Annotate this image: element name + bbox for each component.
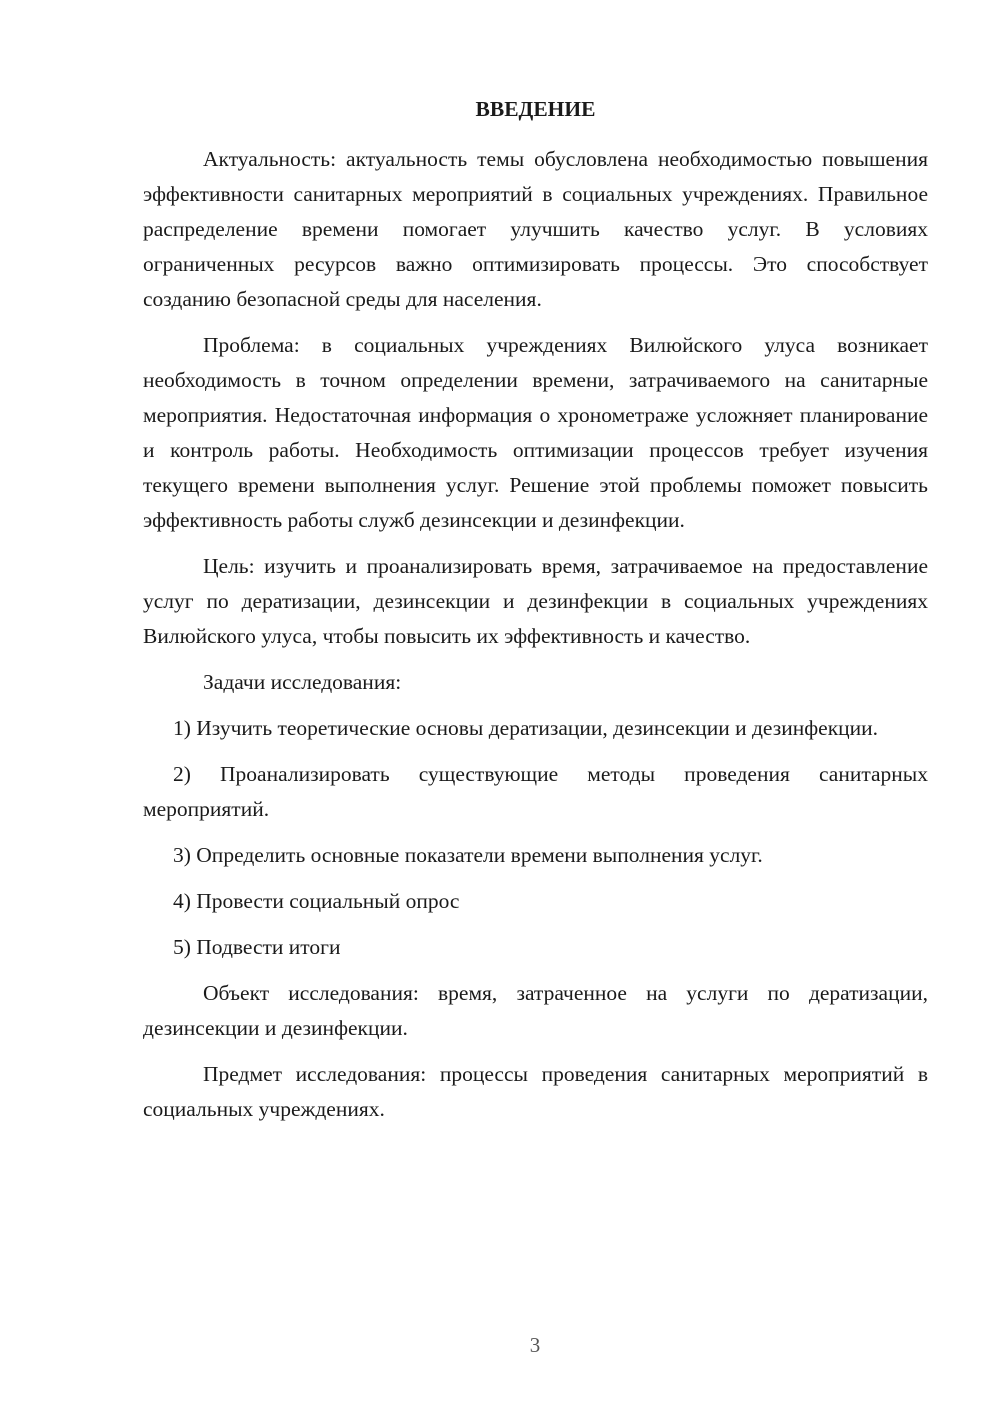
- paragraph-problem: Проблема: в социальных учреждениях Вилюйского улуса возникает необходимость в точном определении времени, затрачиваемого на санитарные мероприятия. Недостаточная информация о хронометраже усложняет планирование и контроль работы. Необходимость оптимизации процессов требует изучения текущего времени выполнения услуг. Решение этой проблемы поможет повысить эффективность работы служб дезинсекции и дезинфекции.: [143, 333, 928, 532]
- paragraph-object: Объект исследования: время, затраченное на услуги по дератизации, дезинсекции и дезинфекции.: [143, 981, 928, 1040]
- page-title: ВВЕДЕНИЕ: [475, 97, 596, 121]
- paragraph-relevance: Актуальность: актуальность темы обусловлена необходимостью повышения эффективности санитарных мероприятий в социальных учреждениях. Правильное распределение времени помогает улучшить качество услуг. В условиях ограниченных ресурсов важно оптимизировать процессы. Это способствует созданию безопасной среды для населения.: [143, 147, 928, 311]
- page-number: 3: [529, 1333, 541, 1357]
- paragraph-subject: Предмет исследования: процессы проведения санитарных мероприятий в социальных учреждениях.: [143, 1062, 928, 1121]
- task-item: 4) Провести социальный опрос: [173, 889, 460, 913]
- task-item: 1) Изучить теоретические основы дератизации, дезинсекции и дезинфекции.: [173, 716, 879, 740]
- paragraph-tasks-heading: Задачи исследования:: [203, 670, 402, 694]
- task-item: 5) Подвести итоги: [173, 935, 341, 959]
- paragraph-goal: Цель: изучить и проанализировать время, затрачиваемое на предоставление услуг по дератизации, дезинсекции и дезинфекции в социальных учреждениях Вилюйского улуса, чтобы повысить их эффективность и качество.: [143, 554, 928, 648]
- task-item: 2) Проанализировать существующие методы проведения санитарных мероприятий.: [143, 762, 928, 821]
- task-item: 3) Определить основные показатели времени выполнения услуг.: [173, 843, 763, 867]
- document-page: [143, 92, 928, 1138]
